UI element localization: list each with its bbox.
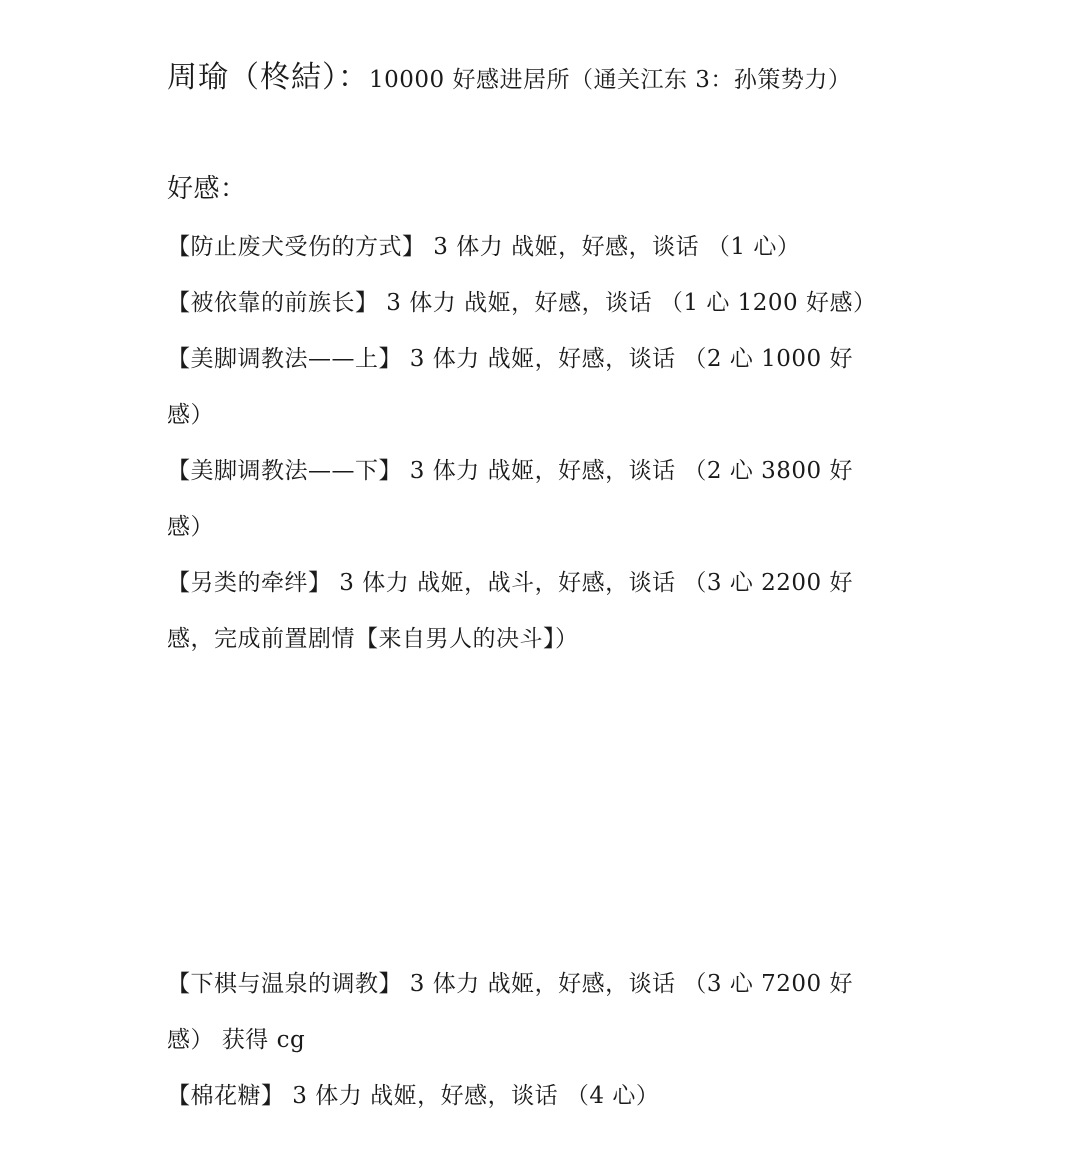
- text-line: 【防止废犬受伤的方式】 3 体力 战姬，好感，谈话 （1 心）: [167, 234, 801, 260]
- text-line: 【另类的牵绊】 3 体力 战姬，战斗，好感，谈话 （3 心 2200 好: [167, 570, 853, 596]
- text-line: 感，完成前置剧情【来自男人的决斗】）: [167, 626, 579, 652]
- text-line: 【下棋与温泉的调教】 3 体力 战姬，好感，谈话 （3 心 7200 好: [167, 971, 853, 997]
- unlock-condition: 10000 好感进居所（通关江东 3：孙策势力）: [369, 67, 852, 93]
- text-line: 【棉花糖】 3 体力 战姬，好感，谈话 （4 心）: [167, 1083, 660, 1109]
- document-title: [167, 58, 917, 100]
- character-name: 周瑜（柊結）：: [167, 60, 369, 95]
- text-line: 【美脚调教法——下】 3 体力 战姬，好感，谈话 （2 心 3800 好: [167, 458, 853, 484]
- text-line: 感）: [167, 402, 214, 428]
- text-line: 感） 获得 cg: [167, 1027, 306, 1053]
- text-line: 【美脚调教法——上】 3 体力 战姬，好感，谈话 （2 心 1000 好: [167, 346, 853, 372]
- text-line: 感）: [167, 514, 214, 540]
- section-heading: 好感：: [167, 174, 247, 204]
- text-line: 【被依靠的前族长】 3 体力 战姬，好感，谈话 （1 心 1200 好感）: [167, 290, 877, 316]
